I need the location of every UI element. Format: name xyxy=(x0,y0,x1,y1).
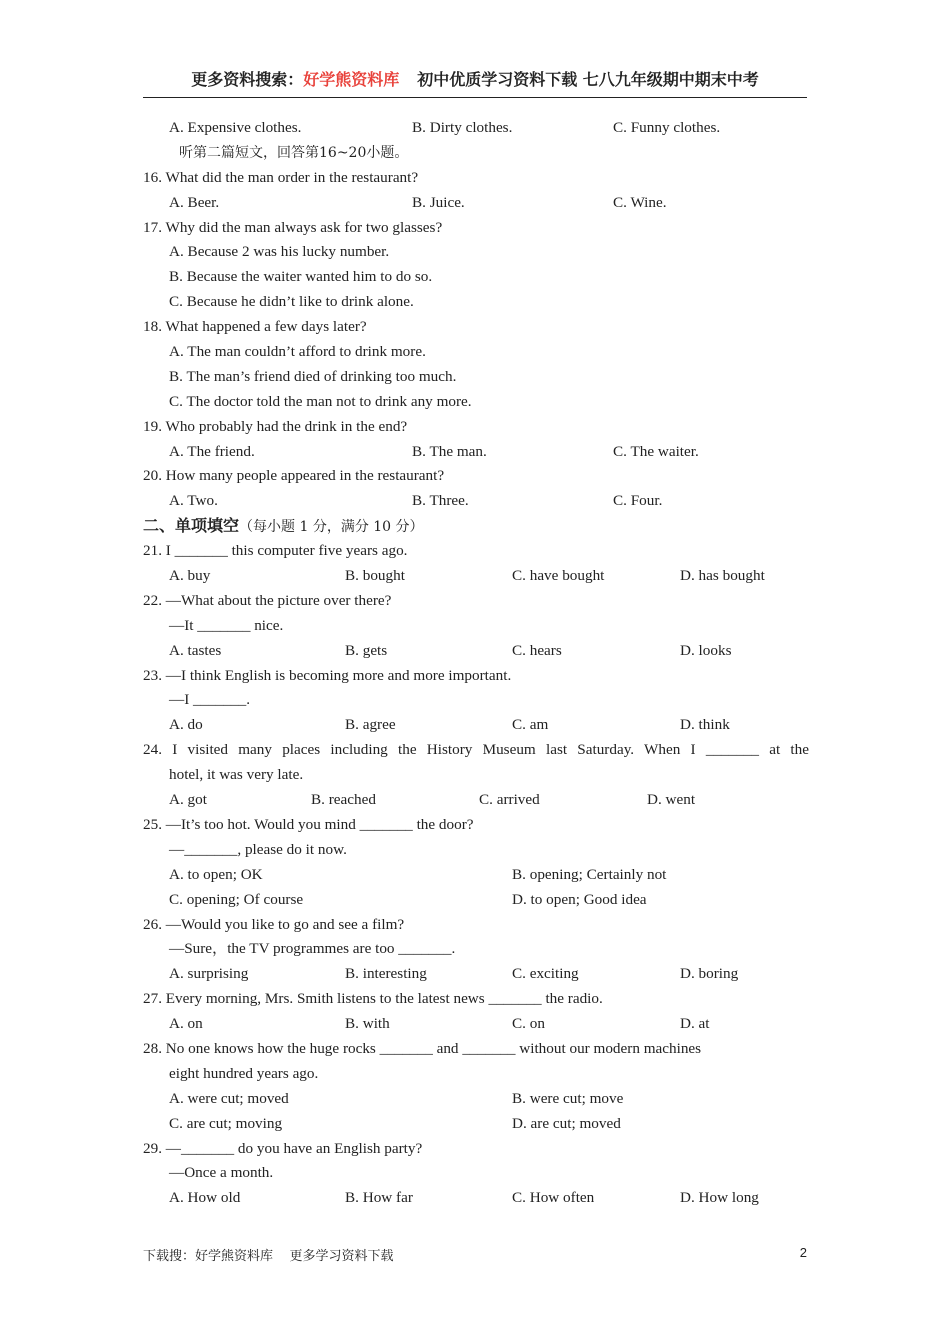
option: B. agree xyxy=(345,716,396,734)
option: A. buy xyxy=(169,567,211,585)
option: A. got xyxy=(169,791,207,809)
option: D. How long xyxy=(680,1189,759,1207)
option: D. has bought xyxy=(680,567,765,585)
header-slogan: 初中优质学习资料下载 七八九年级期中期末中考 xyxy=(417,70,759,89)
options-row xyxy=(143,888,809,913)
page-header xyxy=(143,66,807,98)
option: D. think xyxy=(680,716,730,734)
question-stem: 29. —_______ do you have an English party? xyxy=(143,1139,423,1157)
option: D. at xyxy=(680,1015,710,1033)
option: A. The friend. xyxy=(169,442,255,460)
options-row xyxy=(143,962,809,987)
option: C. on xyxy=(512,1015,545,1033)
question-line: —It _______ nice. xyxy=(169,616,284,634)
option: A. The man couldn’t afford to drink more. xyxy=(169,343,426,361)
option: C. How often xyxy=(512,1189,595,1207)
option: D. to open; Good idea xyxy=(512,890,647,908)
option: C. Four. xyxy=(613,492,663,510)
option: D. are cut; moved xyxy=(512,1114,621,1132)
options-row xyxy=(143,863,809,888)
option: A. How old xyxy=(169,1189,241,1207)
option: B. Because the waiter wanted him to do so. xyxy=(169,268,433,286)
question-stem: 27. Every morning, Mrs. Smith listens to the latest news _______ the radio. xyxy=(143,990,603,1008)
question-stem: 26. —Would you like to go and see a film? xyxy=(143,915,405,933)
question-line: —Once a month. xyxy=(169,1164,274,1182)
option: C. have bought xyxy=(512,567,605,585)
question-stem: 24. I visited many places including the History Museum last Saturday. When I _______ at the xyxy=(143,741,809,759)
option: A. tastes xyxy=(169,641,222,659)
option: C. The doctor told the man not to drink any more. xyxy=(169,392,472,410)
option: C. The waiter. xyxy=(613,442,699,460)
option: B. Dirty clothes. xyxy=(412,119,513,136)
options-row xyxy=(143,1087,809,1112)
options-row xyxy=(143,639,809,664)
question-stem: 23. —I think English is becoming more and more important. xyxy=(143,666,512,684)
option: C. exciting xyxy=(512,965,579,983)
passage-instruction: 听第二篇短文，回答第16~20小题。 xyxy=(179,144,409,161)
option: A. do xyxy=(169,716,203,734)
question-stem: 16. What did the man order in the restaurant? xyxy=(143,168,419,186)
option: C. Because he didn’t like to drink alone. xyxy=(169,293,414,311)
section-note: （每小题 1 分，满分 10 分） xyxy=(239,519,424,536)
question-stem: 20. How many people appeared in the restaurant? xyxy=(143,467,445,485)
question-line: —_______, please do it now. xyxy=(169,840,347,858)
page-footer xyxy=(143,1245,807,1264)
option: B. with xyxy=(345,1015,390,1033)
question-line: hotel, it was very late. xyxy=(169,766,304,784)
option: A. Because 2 was his lucky number. xyxy=(169,243,390,261)
options-row xyxy=(143,788,809,813)
option: D. went xyxy=(647,791,696,809)
footer-text: 下载搜：好学熊资料库 更多学习资料下载 xyxy=(143,1249,394,1264)
option: C. am xyxy=(512,716,549,734)
option: D. boring xyxy=(680,965,739,983)
options-row xyxy=(143,489,809,514)
header-brand: 好学熊资料库 xyxy=(303,70,400,89)
question-stem: 22. —What about the picture over there? xyxy=(143,591,392,609)
options-row xyxy=(143,191,809,216)
option: A. Two. xyxy=(169,492,218,510)
option: D. looks xyxy=(680,641,732,659)
question-stem: 19. Who probably had the drink in the end? xyxy=(143,417,408,435)
question-line: —Sure，the TV programmes are too _______. xyxy=(169,940,456,958)
option: A. were cut; moved xyxy=(169,1089,289,1107)
option: A. surprising xyxy=(169,965,249,983)
option: A. Beer. xyxy=(169,193,220,211)
options-row xyxy=(143,713,809,738)
options-row xyxy=(143,564,809,589)
option: A. to open; OK xyxy=(169,865,263,883)
option: C. Wine. xyxy=(613,193,667,211)
question-stem: 17. Why did the man always ask for two glasses? xyxy=(143,218,443,236)
options-row xyxy=(143,440,809,465)
option: B. How far xyxy=(345,1189,413,1207)
option: B. interesting xyxy=(345,965,427,983)
option: A. on xyxy=(169,1015,203,1033)
exam-content xyxy=(143,116,809,1211)
question-stem: 21. I _______ this computer five years ago. xyxy=(143,542,408,560)
options-row xyxy=(143,1012,809,1037)
option: B. bought xyxy=(345,567,405,585)
question-stem: 18. What happened a few days later? xyxy=(143,318,367,336)
option: B. Three. xyxy=(412,492,469,510)
question-stem: 25. —It’s too hot. Would you mind _______ the door? xyxy=(143,815,474,833)
option: B. opening; Certainly not xyxy=(512,865,667,883)
options-row xyxy=(143,1186,809,1211)
header-search-label: 更多资料搜索： xyxy=(191,70,304,89)
section-heading xyxy=(143,514,809,539)
section-title: 二、单项填空 xyxy=(143,516,240,536)
option: B. The man’s friend died of drinking too much. xyxy=(169,367,457,385)
option: C. Funny clothes. xyxy=(613,119,721,136)
question-line: —I _______. xyxy=(169,691,250,709)
question-line: eight hundred years ago. xyxy=(169,1064,319,1082)
option: C. opening; Of course xyxy=(169,890,304,908)
option: B. reached xyxy=(311,791,376,809)
option: A. Expensive clothes. xyxy=(169,119,302,136)
option: B. gets xyxy=(345,641,388,659)
q15-options-row xyxy=(143,116,809,141)
question-stem: 28. No one knows how the huge rocks _______ and _______ without our modern machines xyxy=(143,1039,702,1057)
option: B. Juice. xyxy=(412,193,465,211)
option: C. arrived xyxy=(479,791,540,809)
option: C. are cut; moving xyxy=(169,1114,283,1132)
page-number: 2 xyxy=(799,1245,807,1260)
option: B. were cut; move xyxy=(512,1089,624,1107)
options-row xyxy=(143,1112,809,1137)
option: B. The man. xyxy=(412,442,487,460)
option: C. hears xyxy=(512,641,562,659)
